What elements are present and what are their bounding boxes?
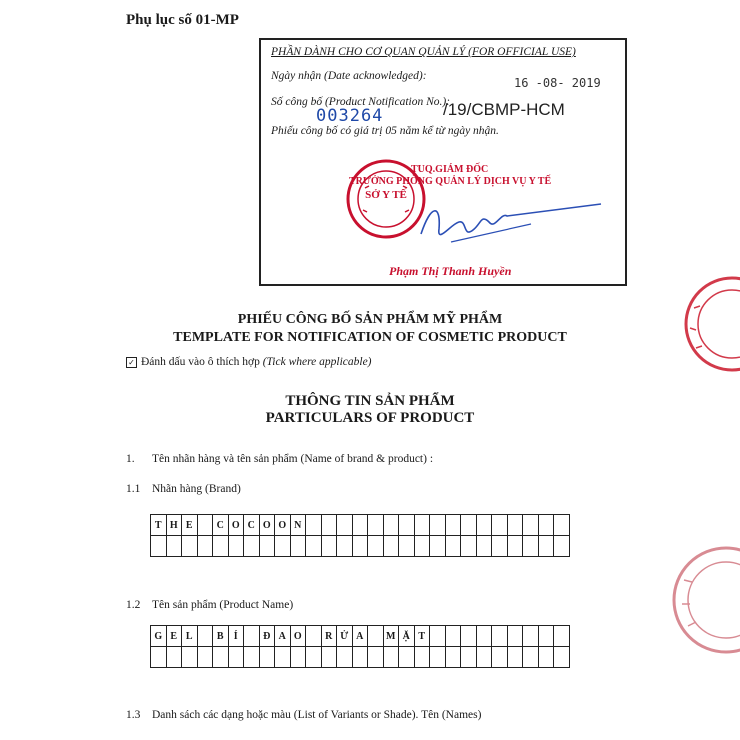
brand-grid-cell	[166, 536, 182, 557]
brand-grid-cell	[461, 536, 477, 557]
item-1-3-text: Danh sách các dạng hoặc màu (List of Variants or Shade). Tên (Names)	[152, 709, 482, 721]
brand-grid-cell	[321, 536, 337, 557]
brand-grid-cell: H	[166, 515, 182, 536]
notification-number-suffix: /19/CBMP-HCM	[443, 100, 565, 119]
brand-grid-cell: O	[275, 515, 291, 536]
brand-grid-cell	[445, 515, 461, 536]
product-grid-cell: Ặ	[399, 626, 415, 647]
product-grid-cell	[399, 647, 415, 668]
product-grid-cell	[445, 647, 461, 668]
form-title-english: TEMPLATE FOR NOTIFICATION OF COSMETIC PRODUCT	[173, 330, 567, 345]
brand-grid-cell: C	[244, 515, 260, 536]
product-grid-cell	[523, 626, 539, 647]
brand-grid-cell	[461, 515, 477, 536]
product-grid-cell	[166, 647, 182, 668]
brand-grid-cell	[507, 515, 523, 536]
product-grid-cell	[476, 626, 492, 647]
brand-grid-cell	[507, 536, 523, 557]
tick-instruction-vn: Đánh dấu vào ô thích hợp	[141, 356, 260, 368]
product-grid-cell	[306, 626, 322, 647]
product-grid-row	[151, 647, 570, 668]
product-grid-cell	[538, 626, 554, 647]
brand-grid-cell	[197, 515, 213, 536]
brand-grid-cell	[430, 515, 446, 536]
brand-grid-cell	[228, 536, 244, 557]
notification-number-stamp: 003264	[316, 106, 384, 126]
product-grid-cell: E	[166, 626, 182, 647]
brand-grid-cell	[290, 536, 306, 557]
product-grid-cell	[197, 626, 213, 647]
brand-grid-cell	[445, 536, 461, 557]
product-grid-cell	[275, 647, 291, 668]
item-1-number: 1.	[126, 453, 135, 465]
product-grid-cell: G	[151, 626, 167, 647]
product-grid-cell	[259, 647, 275, 668]
brand-grid-cell: O	[228, 515, 244, 536]
brand-grid-cell	[476, 515, 492, 536]
brand-grid-cell	[259, 536, 275, 557]
form-title-vietnamese: PHIẾU CÔNG BỐ SẢN PHẨM MỸ PHẨM	[237, 312, 503, 327]
item-1-1-number: 1.1	[126, 483, 141, 495]
item-1-2-text: Tên sản phẩm (Product Name)	[152, 599, 294, 611]
margin-seal-icon-bottom	[664, 540, 740, 660]
item-1-3	[126, 709, 481, 721]
brand-grid-cell	[523, 536, 539, 557]
brand-grid-cell	[523, 515, 539, 536]
validity-note: Phiếu công bố có giá trị 05 năm kể từ ngày nhận.	[271, 125, 499, 137]
brand-grid-cell	[554, 515, 570, 536]
product-grid-cell	[554, 626, 570, 647]
product-grid-cell	[492, 626, 508, 647]
brand-grid-cell	[368, 515, 384, 536]
seal-text: SỞ Y TẾ	[365, 189, 407, 201]
product-grid-cell	[213, 647, 229, 668]
product-grid-cell: R	[321, 626, 337, 647]
brand-grid-cell	[476, 536, 492, 557]
product-grid-cell	[430, 647, 446, 668]
brand-grid-cell	[414, 515, 430, 536]
product-name-grid	[150, 625, 570, 668]
product-grid-cell: Đ	[259, 626, 275, 647]
product-grid-cell	[244, 647, 260, 668]
product-grid-cell	[430, 626, 446, 647]
product-grid-cell: Í	[228, 626, 244, 647]
brand-grid-cell	[399, 536, 415, 557]
signer-name: Phạm Thị Thanh Huyền	[389, 264, 512, 278]
section-title-vietnamese: THÔNG TIN SẢN PHẨM	[285, 393, 455, 409]
brand-grid-cell	[414, 536, 430, 557]
product-grid-cell: Ử	[337, 626, 353, 647]
brand-grid-cell	[368, 536, 384, 557]
checkbox-icon: ✓	[126, 357, 137, 368]
brand-grid-cell	[399, 515, 415, 536]
date-acknowledged-label: Ngày nhận (Date acknowledged):	[271, 70, 427, 82]
item-1-2-number: 1.2	[126, 599, 141, 611]
section-title-english: PARTICULARS OF PRODUCT	[265, 410, 475, 426]
brand-grid-cell	[492, 536, 508, 557]
product-grid-cell: T	[414, 626, 430, 647]
product-grid-cell	[492, 647, 508, 668]
product-grid-cell: A	[275, 626, 291, 647]
signature-icon	[411, 194, 611, 256]
brand-grid-cell	[151, 536, 167, 557]
brand-grid-cell: T	[151, 515, 167, 536]
official-use-heading: PHẦN DÀNH CHO CƠ QUAN QUẢN LÝ (FOR OFFICIAL USE)	[271, 46, 576, 58]
product-grid-cell: A	[352, 626, 368, 647]
product-grid-cell	[368, 626, 384, 647]
item-1-1-text: Nhãn hàng (Brand)	[152, 483, 241, 495]
brand-grid-cell	[538, 536, 554, 557]
item-1-2	[126, 599, 293, 611]
brand-grid-cell	[213, 536, 229, 557]
product-grid-cell	[182, 647, 198, 668]
product-grid-cell: M	[383, 626, 399, 647]
product-grid-cell	[554, 647, 570, 668]
product-grid-cell	[414, 647, 430, 668]
brand-grid-cell	[244, 536, 260, 557]
signer-title-2: TRƯỞNG PHÒNG QUẢN LÝ DỊCH VỤ Y TẾ	[349, 176, 552, 187]
product-grid-cell	[461, 626, 477, 647]
notification-number-label: Số công bố (Product Notification No.):	[271, 96, 451, 108]
official-use-box	[259, 38, 627, 286]
brand-grid-cell	[383, 536, 399, 557]
brand-grid-cell: N	[290, 515, 306, 536]
brand-grid-row	[151, 536, 570, 557]
product-grid-cell	[151, 647, 167, 668]
product-grid-row	[151, 626, 570, 647]
item-1-text: Tên nhãn hàng và tên sản phẩm (Name of brand & product) :	[152, 453, 434, 465]
product-grid-cell	[445, 626, 461, 647]
brand-grid-cell	[538, 515, 554, 536]
brand-grid-cell	[306, 536, 322, 557]
brand-grid-row	[151, 515, 570, 536]
product-grid-cell	[337, 647, 353, 668]
product-grid-cell	[228, 647, 244, 668]
product-grid-cell	[352, 647, 368, 668]
product-grid-cell: L	[182, 626, 198, 647]
brand-grid-cell	[352, 515, 368, 536]
brand-grid-cell	[306, 515, 322, 536]
product-grid-cell	[507, 647, 523, 668]
brand-grid-cell	[554, 536, 570, 557]
brand-grid-cell	[352, 536, 368, 557]
brand-grid-cell	[275, 536, 291, 557]
product-grid-cell	[383, 647, 399, 668]
item-1-3-number: 1.3	[126, 709, 141, 721]
brand-grid-cell	[321, 515, 337, 536]
brand-grid-cell	[182, 536, 198, 557]
product-grid-cell	[538, 647, 554, 668]
product-grid-cell	[461, 647, 477, 668]
brand-grid-cell	[492, 515, 508, 536]
signer-title-1: TUQ.GIÁM ĐỐC	[411, 164, 489, 175]
product-grid-cell	[290, 647, 306, 668]
brand-grid-cell: E	[182, 515, 198, 536]
product-grid-cell: B	[213, 626, 229, 647]
brand-grid-cell	[383, 515, 399, 536]
brand-grid-cell: C	[213, 515, 229, 536]
brand-grid-cell: O	[259, 515, 275, 536]
product-grid-cell	[306, 647, 322, 668]
product-grid-cell: O	[290, 626, 306, 647]
product-grid-cell	[321, 647, 337, 668]
tick-instruction-en: (Tick where applicable)	[262, 356, 372, 368]
brand-grid-cell	[337, 536, 353, 557]
brand-grid-cell	[197, 536, 213, 557]
product-grid-cell	[244, 626, 260, 647]
item-1-1	[126, 483, 241, 495]
product-grid-cell	[523, 647, 539, 668]
product-grid-cell	[476, 647, 492, 668]
brand-grid	[150, 514, 570, 557]
date-acknowledged-stamp: 16 -08- 2019	[514, 76, 601, 90]
product-grid-cell	[507, 626, 523, 647]
appendix-label: Phụ lục số 01-MP	[126, 12, 239, 28]
item-1	[126, 453, 433, 465]
brand-grid-cell	[337, 515, 353, 536]
tick-instruction	[126, 356, 372, 368]
brand-grid-cell	[430, 536, 446, 557]
product-grid-cell	[368, 647, 384, 668]
product-grid-cell	[197, 647, 213, 668]
